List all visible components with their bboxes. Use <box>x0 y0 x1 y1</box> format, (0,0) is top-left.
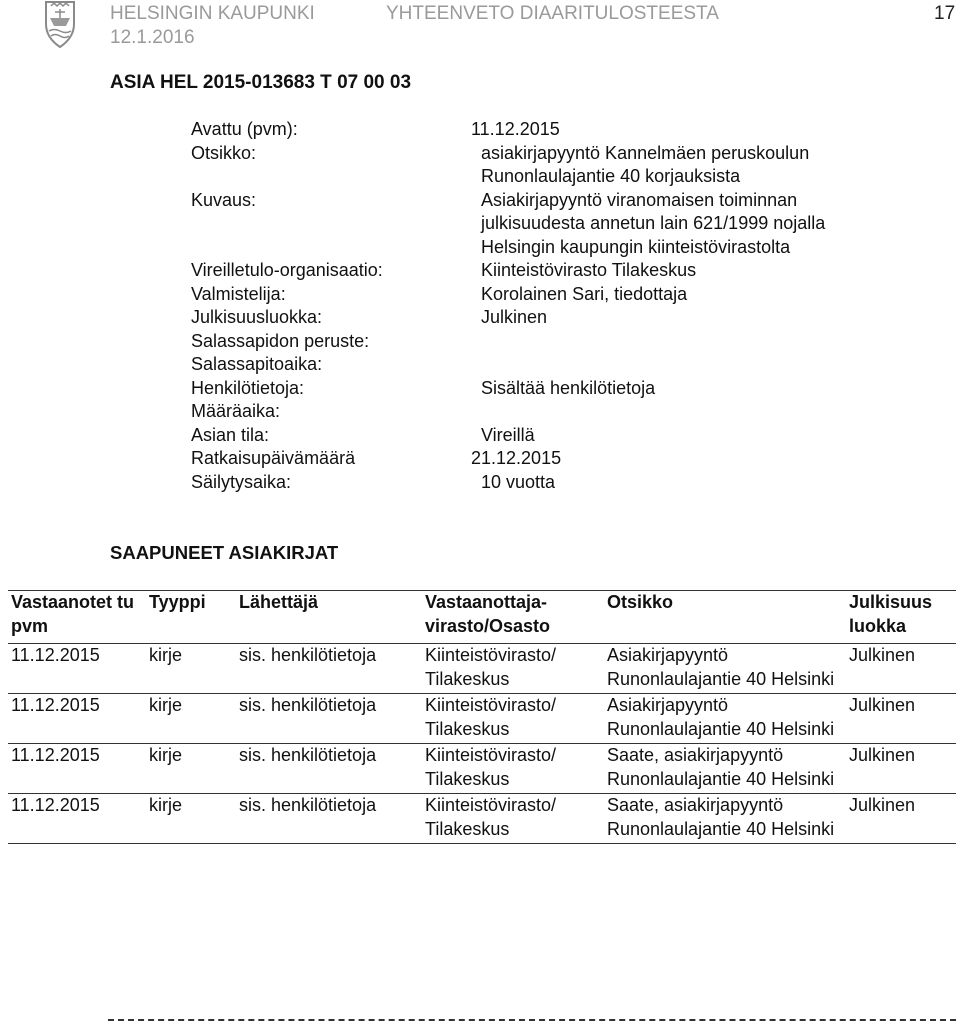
table-cell: Asiakirjapyyntö Runonlaulajantie 40 Helsinki <box>607 695 835 739</box>
detail-row <box>191 118 911 142</box>
detail-value: Korolainen Sari, tiedottaja <box>481 283 688 304</box>
table-cell: 11.12.2015 <box>11 695 100 715</box>
documents-table-wrapper <box>8 590 956 844</box>
case-details <box>191 118 911 494</box>
detail-row <box>191 212 911 236</box>
detail-label: Kuvaus: <box>191 189 257 210</box>
detail-row <box>191 236 911 260</box>
table-cell: sis. henkilötietoja <box>239 645 377 665</box>
detail-value: asiakirjapyyntö Kannelmäen peruskoulun <box>481 142 810 163</box>
detail-row <box>191 400 911 424</box>
detail-value: Kiinteistövirasto Tilakeskus <box>481 260 697 280</box>
column-header: Tyyppi <box>149 592 206 612</box>
detail-label: Salassapitoaika: <box>191 354 323 374</box>
table-cell: Saate, asiakirjapyyntö Runonlaulajantie 40 Helsinki <box>607 795 835 839</box>
table-cell: kirje <box>149 645 183 665</box>
documents-table <box>8 590 956 844</box>
section-title: SAAPUNEET ASIAKIRJAT <box>110 542 339 563</box>
detail-value: Vireillä <box>481 424 535 445</box>
header-date: 12.1.2016 <box>110 27 195 48</box>
detail-label: Salassapidon peruste: <box>191 330 370 351</box>
detail-label: Otsikko: <box>191 142 257 163</box>
detail-row <box>191 471 911 495</box>
organization-name: HELSINGIN KAUPUNKI <box>110 3 315 24</box>
detail-row <box>191 283 911 307</box>
detail-row <box>191 330 911 354</box>
document-title: YHTEENVETO DIAARITULOSTEESTA <box>386 3 719 24</box>
table-row <box>8 694 956 744</box>
table-cell: kirje <box>149 695 183 715</box>
page-header <box>0 0 960 50</box>
table-cell: 11.12.2015 <box>11 645 100 665</box>
detail-row <box>191 259 911 283</box>
detail-label: Julkisuusluokka: <box>191 307 323 327</box>
table-cell: sis. henkilötietoja <box>239 795 377 815</box>
detail-label: Avattu (pvm): <box>191 119 298 139</box>
detail-value: 11.12.2015 <box>471 119 560 139</box>
page-number: 17 <box>934 3 956 24</box>
detail-row <box>191 306 911 330</box>
table-cell: kirje <box>149 795 183 815</box>
table-cell: Julkinen <box>849 745 916 765</box>
detail-row <box>191 142 911 166</box>
detail-label: Ratkaisupäivämäärä <box>191 448 356 468</box>
table-cell: Kiinteistövirasto/ Tilakeskus <box>425 695 557 739</box>
table-cell: Julkinen <box>849 695 916 715</box>
table-header-row <box>8 591 956 644</box>
table-cell: Saate, asiakirjapyyntö Runonlaulajantie 40 Helsinki <box>607 745 835 789</box>
detail-value: Julkinen <box>481 307 548 327</box>
table-row <box>8 744 956 794</box>
detail-value: Sisältää henkilötietoja <box>481 377 656 398</box>
detail-value: Helsingin kaupungin kiinteistövirastolta <box>481 236 791 257</box>
detail-row <box>191 353 911 377</box>
detail-label: Vireilletulo-organisaatio: <box>191 260 383 280</box>
detail-row <box>191 424 911 448</box>
detail-row <box>191 377 911 401</box>
table-cell: 11.12.2015 <box>11 795 100 815</box>
helsinki-crest-icon <box>44 0 76 48</box>
detail-row <box>191 165 911 189</box>
table-cell: Asiakirjapyyntö Runonlaulajantie 40 Helsinki <box>607 645 835 689</box>
table-cell: 11.12.2015 <box>11 745 100 765</box>
table-cell: Julkinen <box>849 645 916 665</box>
detail-row <box>191 189 911 213</box>
detail-value: 10 vuotta <box>481 471 556 492</box>
table-row <box>8 644 956 694</box>
column-header: Vastaanottaja-virasto/Osasto <box>425 592 551 636</box>
table-cell: kirje <box>149 745 183 765</box>
case-title: ASIA HEL 2015-013683 T 07 00 03 <box>110 72 412 93</box>
detail-value: julkisuudesta annetun lain 621/1999 nojalla <box>481 213 826 233</box>
detail-label: Säilytysaika: <box>191 471 292 492</box>
detail-row <box>191 447 911 471</box>
table-cell: Julkinen <box>849 795 916 815</box>
detail-label: Valmistelija: <box>191 283 286 304</box>
footer-divider <box>108 1019 956 1021</box>
detail-label: Henkilötietoja: <box>191 377 305 398</box>
detail-label: Määräaika: <box>191 401 281 421</box>
table-cell: Kiinteistövirasto/ Tilakeskus <box>425 645 557 689</box>
detail-value: 21.12.2015 <box>471 448 562 468</box>
detail-value: Runonlaulajantie 40 korjauksista <box>481 166 741 186</box>
column-header: Vastaanotet tu pvm <box>11 592 135 636</box>
column-header: Lähettäjä <box>239 592 319 612</box>
detail-label: Asian tila: <box>191 424 270 445</box>
table-cell: Kiinteistövirasto/ Tilakeskus <box>425 745 557 789</box>
column-header: Julkisuus luokka <box>849 592 933 636</box>
table-cell: sis. henkilötietoja <box>239 745 377 765</box>
table-row <box>8 794 956 844</box>
table-cell: Kiinteistövirasto/ Tilakeskus <box>425 795 557 839</box>
detail-value: Asiakirjapyyntö viranomaisen toiminnan <box>481 189 798 210</box>
column-header: Otsikko <box>607 592 674 612</box>
table-cell: sis. henkilötietoja <box>239 695 377 715</box>
